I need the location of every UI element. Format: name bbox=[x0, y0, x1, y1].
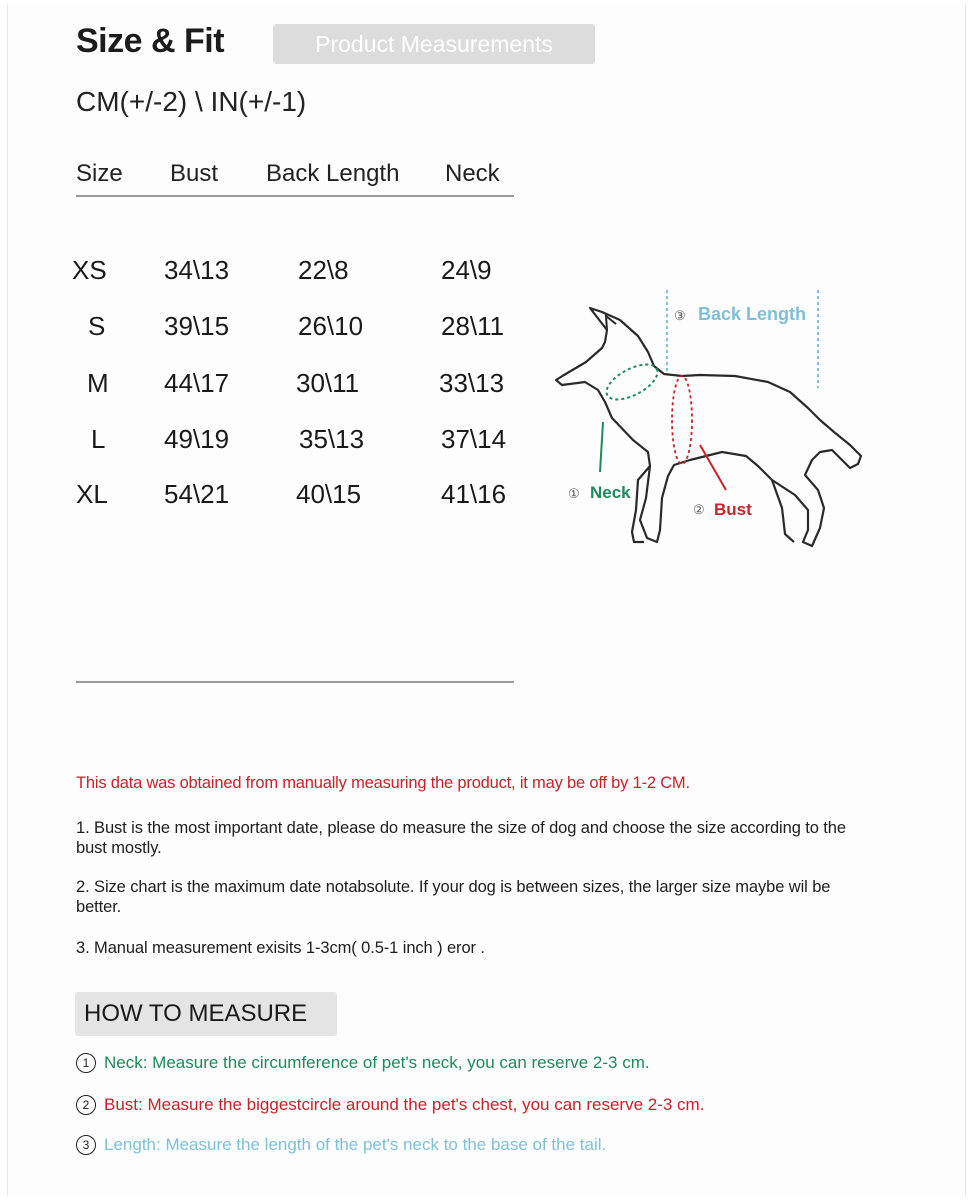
row-xs-neck: 24\9 bbox=[441, 255, 492, 285]
table-divider-top bbox=[76, 195, 514, 197]
measurement-disclaimer: This data was obtained from manually measuring the product, it may be off by 1-2 CM. bbox=[76, 774, 690, 792]
bust-label: Bust bbox=[714, 500, 752, 519]
row-xl-size: XL bbox=[76, 479, 108, 509]
row-xs-back-length: 22\8 bbox=[298, 255, 349, 285]
measure-length-text: Length: Measure the length of the pet's neck to the base of the tail. bbox=[104, 1135, 607, 1154]
measure-length-line bbox=[76, 1135, 606, 1155]
measure-bust-text: Bust: Measure the biggestcircle around the pet's chest, you can reserve 2-3 cm. bbox=[104, 1095, 705, 1114]
row-s-bust: 39\15 bbox=[164, 311, 230, 341]
row-xl-bust: 54\21 bbox=[164, 479, 230, 509]
row-m-size: M bbox=[87, 368, 109, 398]
bust-measure-ring bbox=[672, 376, 692, 464]
note-item-1: 1. Bust is the most important date, please do measure the size of dog and choose the size according to the bust mostly. bbox=[76, 819, 846, 857]
row-l-bust: 49\19 bbox=[164, 424, 230, 454]
note-item-3: 3. Manual measurement exisits 1-3cm( 0.5-1 inch ) eror . bbox=[76, 939, 485, 957]
row-l-back-length: 35\13 bbox=[299, 424, 365, 454]
row-s-neck: 28\11 bbox=[441, 311, 505, 341]
col-header-neck: Neck bbox=[445, 160, 500, 187]
back-length-label: Back Length bbox=[698, 304, 807, 324]
row-l-size: L bbox=[91, 424, 106, 454]
number-1-icon: 1 bbox=[76, 1053, 96, 1073]
units-label: CM(+/-2) \ IN(+/-1) bbox=[76, 86, 307, 117]
row-xl-neck: 41\16 bbox=[441, 479, 507, 509]
bust-number: ② bbox=[693, 502, 705, 517]
col-header-bust: Bust bbox=[170, 160, 219, 187]
col-header-size: Size bbox=[76, 160, 123, 187]
measurements-badge: Product Measurements bbox=[273, 24, 595, 64]
row-xs-size: XS bbox=[72, 255, 107, 285]
note-item-2: 2. Size chart is the maximum date notabsolute. If your dog is between sizes, the larger size maybe wil be better. bbox=[76, 878, 831, 916]
neck-pointer-line bbox=[600, 422, 603, 472]
row-m-bust: 44\17 bbox=[164, 368, 230, 398]
measure-neck-text: Neck: Measure the circumference of pet's neck, you can reserve 2-3 cm. bbox=[104, 1053, 650, 1072]
how-to-measure-heading: HOW TO MEASURE bbox=[75, 992, 337, 1036]
row-xl-back-length: 40\15 bbox=[296, 479, 362, 509]
dog-measurement-diagram bbox=[550, 280, 880, 560]
row-s-size: S bbox=[88, 311, 106, 341]
row-s-back-length: 26\10 bbox=[298, 311, 364, 341]
back-length-number: ③ bbox=[674, 308, 686, 323]
number-2-icon: 2 bbox=[76, 1095, 96, 1115]
neck-number: ① bbox=[568, 486, 580, 501]
number-3-icon: 3 bbox=[76, 1135, 96, 1155]
col-header-back-length: Back Length bbox=[266, 160, 400, 187]
measure-neck-line bbox=[76, 1053, 650, 1073]
measure-bust-line bbox=[76, 1095, 704, 1115]
page-title: Size & Fit bbox=[76, 22, 225, 60]
row-m-back-length: 30\11 bbox=[296, 368, 360, 398]
row-m-neck: 33\13 bbox=[439, 368, 505, 398]
row-l-neck: 37\14 bbox=[441, 424, 507, 454]
neck-label: Neck bbox=[590, 483, 631, 502]
row-xs-bust: 34\13 bbox=[164, 255, 230, 285]
table-divider-bottom bbox=[76, 681, 514, 683]
